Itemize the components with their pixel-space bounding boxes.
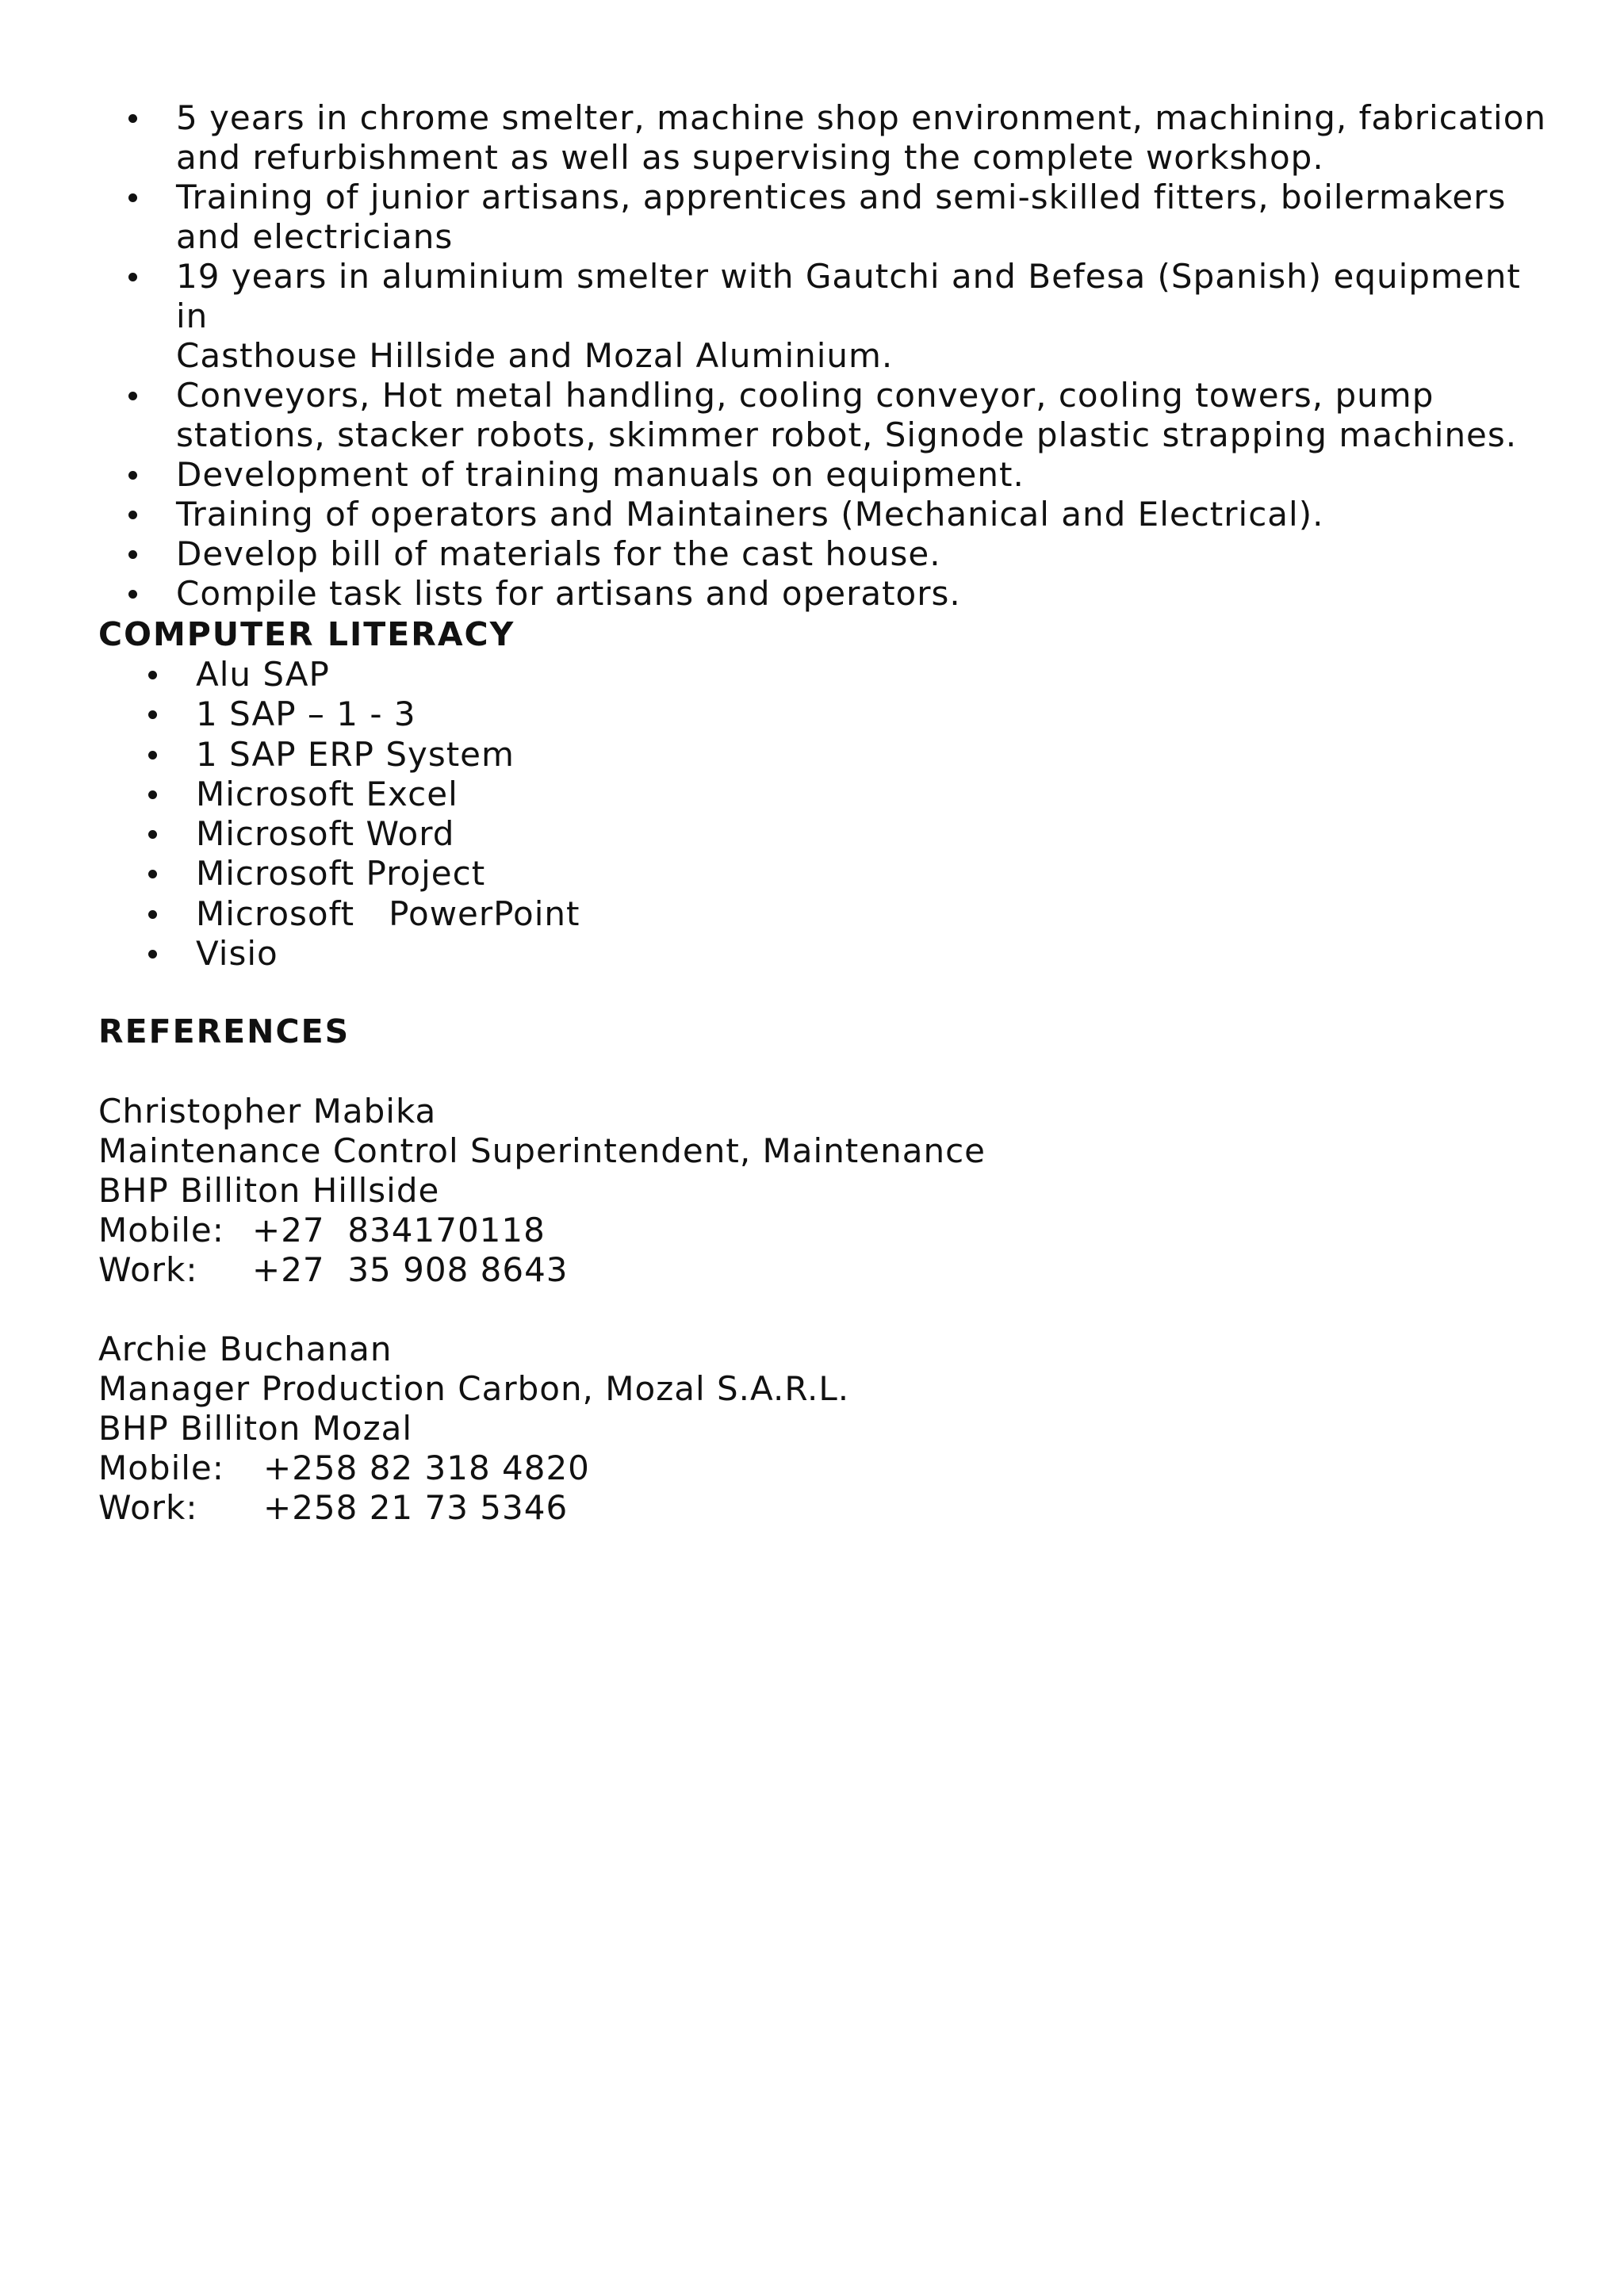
- bullet-icon: [128, 511, 137, 519]
- work-label: Work:: [98, 1250, 198, 1289]
- bullet-icon: [128, 471, 137, 480]
- skill-label: Microsoft PowerPoint: [196, 894, 580, 933]
- experience-item: [128, 455, 1556, 495]
- experience-list: [128, 98, 1556, 614]
- skill-item: [148, 695, 580, 734]
- reference-company: BHP Billiton Mozal: [98, 1409, 413, 1448]
- bullet-icon: [148, 671, 157, 679]
- skill-label: Microsoft Excel: [196, 774, 458, 813]
- skill-item: [148, 814, 580, 854]
- experience-line: Casthouse Hillside and Mozal Aluminium.: [176, 336, 894, 375]
- experience-line: Training of junior artisans, apprentices and semi-skilled fitters, boilermakers: [176, 178, 1507, 216]
- reference-name: Archie Buchanan: [98, 1330, 393, 1368]
- reference-title: Maintenance Control Superintendent, Maintenance: [98, 1131, 986, 1170]
- experience-item: [128, 98, 1556, 178]
- work-label: Work:: [98, 1488, 198, 1527]
- mobile-number: +258 82 318 4820: [263, 1448, 590, 1487]
- bullet-icon: [148, 790, 157, 799]
- computer-literacy-heading: COMPUTER LITERACY: [98, 615, 515, 653]
- reference-company: BHP Billiton Hillside: [98, 1171, 440, 1210]
- experience-item: [128, 376, 1556, 455]
- bullet-icon: [148, 910, 157, 919]
- bullet-icon: [128, 114, 137, 123]
- reference-work-row: [98, 1250, 986, 1290]
- reference-entry: [98, 1092, 986, 1290]
- bullet-icon: [128, 392, 137, 400]
- bullet-icon: [128, 273, 137, 281]
- experience-line: Conveyors, Hot metal handling, cooling conveyor, cooling towers, pump: [176, 376, 1434, 415]
- bullet-icon: [148, 751, 157, 760]
- bullet-icon: [148, 870, 157, 878]
- experience-line: Compile task lists for artisans and operators.: [176, 574, 961, 613]
- reference-entry: [98, 1330, 849, 1528]
- reference-mobile-row: [98, 1448, 849, 1488]
- reference-name: Christopher Mabika: [98, 1092, 437, 1131]
- skill-item: [148, 775, 580, 814]
- experience-item: [128, 495, 1556, 534]
- experience-line: 5 years in chrome smelter, machine shop environment, machining, fabrication: [176, 98, 1547, 137]
- experience-item: [128, 178, 1556, 257]
- skill-label: Alu SAP: [196, 655, 330, 694]
- experience-item: [128, 257, 1556, 376]
- mobile-label: Mobile:: [98, 1448, 224, 1487]
- work-number: +258 21 73 5346: [263, 1488, 569, 1527]
- skill-label: Microsoft Word: [196, 814, 455, 854]
- bullet-icon: [148, 950, 157, 959]
- bullet-icon: [128, 590, 137, 599]
- skill-item: [148, 655, 580, 695]
- experience-line: Develop bill of materials for the cast house.: [176, 534, 941, 573]
- bullet-icon: [148, 710, 157, 719]
- reference-title: Manager Production Carbon, Mozal S.A.R.L.: [98, 1369, 850, 1408]
- computer-skills-list: [148, 655, 580, 974]
- experience-item: [128, 534, 1556, 574]
- experience-line: Development of training manuals on equipment.: [176, 455, 1025, 494]
- skill-item: [148, 854, 580, 894]
- references-heading: REFERENCES: [98, 1012, 350, 1050]
- experience-line: stations, stacker robots, skimmer robot, Signode plastic strapping machines.: [176, 415, 1518, 454]
- skill-item: [148, 735, 580, 775]
- skill-label: Visio: [196, 934, 278, 974]
- experience-line: 19 years in aluminium smelter with Gautchi and Befesa (Spanish) equipment in: [176, 257, 1521, 335]
- bullet-icon: [128, 193, 137, 202]
- experience-line: and electricians: [176, 217, 454, 256]
- experience-line: and refurbishment as well as supervising the complete workshop.: [176, 138, 1324, 177]
- mobile-label: Mobile:: [98, 1211, 224, 1249]
- bullet-icon: [148, 830, 157, 839]
- mobile-number: +27 834170118: [252, 1211, 546, 1249]
- skill-label: 1 SAP ERP System: [196, 734, 515, 774]
- skill-item: [148, 894, 580, 934]
- skill-label: Microsoft Project: [196, 854, 486, 894]
- bullet-icon: [128, 550, 137, 559]
- work-number: +27 35 908 8643: [252, 1250, 569, 1289]
- reference-mobile-row: [98, 1211, 986, 1250]
- skill-label: 1 SAP – 1 - 3: [196, 695, 416, 734]
- experience-line: Training of operators and Maintainers (Mechanical and Electrical).: [176, 495, 1324, 534]
- experience-item: [128, 574, 1556, 614]
- reference-work-row: [98, 1488, 849, 1528]
- skill-item: [148, 934, 580, 974]
